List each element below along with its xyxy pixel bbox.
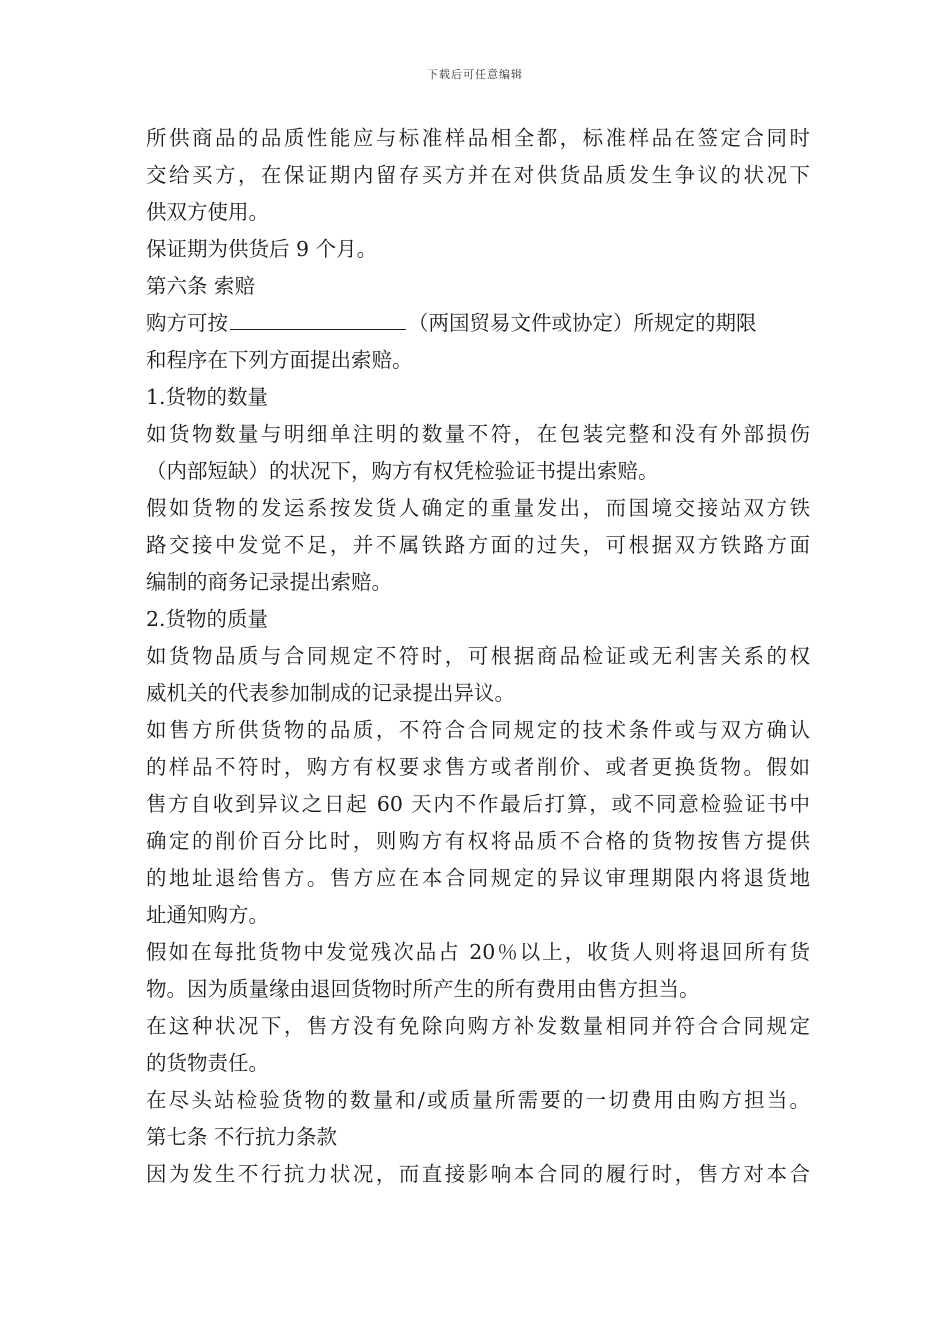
line-text: 所供商品的品质性能应与标准样品相全都，标准样品在签定合同时 bbox=[146, 126, 810, 150]
text-line bbox=[146, 1156, 810, 1193]
text-line bbox=[146, 231, 810, 268]
text-line bbox=[146, 564, 810, 601]
text-line bbox=[146, 934, 810, 971]
line-text: 在尽头站检验货物的数量和/或质量所需要的一切费用由购方担当。 bbox=[146, 1088, 810, 1112]
text-line bbox=[146, 749, 810, 786]
text-line bbox=[146, 305, 810, 342]
text-line bbox=[146, 416, 810, 453]
text-line bbox=[146, 453, 810, 490]
text-line bbox=[146, 601, 810, 638]
line-text: 1.货物的数量 bbox=[146, 385, 269, 409]
line-text: 编制的商务记录提出索赔。 bbox=[146, 570, 392, 594]
text-line bbox=[146, 157, 810, 194]
line-text: 址通知购方。 bbox=[146, 903, 269, 927]
line-text: 第七条 不行抗力条款 bbox=[146, 1125, 338, 1149]
text-line bbox=[146, 823, 810, 860]
text-line bbox=[146, 1045, 810, 1082]
line-text: 交给买方，在保证期内留存买方并在对供货品质发生争议的状况下 bbox=[146, 163, 810, 187]
line-text: 如售方所供货物的品质，不符合合同规定的技术条件或与双方确认 bbox=[146, 718, 810, 742]
line-text: 如货物品质与合同规定不符时，可根据商品检证或无利害关系的权 bbox=[146, 644, 810, 668]
text-line bbox=[146, 1082, 810, 1119]
line-text: 如货物数量与明细单注明的数量不符，在包装完整和没有外部损伤 bbox=[146, 422, 810, 446]
line-text: 假如货物的发运系按发货人确定的重量发出，而国境交接站双方铁 bbox=[146, 496, 810, 520]
line-text: 购方可按 bbox=[146, 311, 228, 335]
text-line bbox=[146, 712, 810, 749]
text-line bbox=[146, 490, 810, 527]
line-text: 售方自收到异议之日起 60 天内不作最后打算，或不同意检验证书中 bbox=[146, 792, 810, 816]
body-text bbox=[146, 120, 810, 1193]
line-text: 路交接中发觉不足，并不属铁路方面的过失，可根据双方铁路方面 bbox=[146, 533, 810, 557]
text-line bbox=[146, 675, 810, 712]
fill-in-blank bbox=[230, 309, 406, 330]
line-text: 保证期为供货后 9 个月。 bbox=[146, 237, 378, 261]
line-text: 第六条 索赔 bbox=[146, 274, 256, 298]
line-text: 和程序在下列方面提出索赔。 bbox=[146, 348, 413, 372]
page-header: 下载后可任意编辑 bbox=[427, 68, 523, 81]
text-line bbox=[146, 897, 810, 934]
text-line bbox=[146, 379, 810, 416]
line-text: 物。因为质量缘由退回货物时所产生的所有费用由售方担当。 bbox=[146, 977, 700, 1001]
text-line bbox=[146, 1119, 810, 1156]
text-line bbox=[146, 786, 810, 823]
line-text: 的货物责任。 bbox=[146, 1051, 269, 1075]
text-line bbox=[146, 268, 810, 305]
text-line bbox=[146, 1008, 810, 1045]
line-text: 威机关的代表参加制成的记录提出异议。 bbox=[146, 681, 515, 705]
text-line bbox=[146, 860, 810, 897]
text-line bbox=[146, 527, 810, 564]
line-text-after-blank: （两国贸易文件或协定）所规定的期限 bbox=[408, 311, 757, 335]
line-text: 的地址退给售方。售方应在本合同规定的异议审理期限内将退货地 bbox=[146, 866, 810, 890]
line-text: 假如在每批货物中发觉残次品占 20％以上，收货人则将退回所有货 bbox=[146, 940, 810, 964]
line-text: 确定的削价百分比时，则购方有权将品质不合格的货物按售方提供 bbox=[146, 829, 810, 853]
text-line bbox=[146, 194, 810, 231]
text-line bbox=[146, 638, 810, 675]
line-text: 因为发生不行抗力状况，而直接影响本合同的履行时，售方对本合 bbox=[146, 1162, 810, 1186]
line-text: （内部短缺）的状况下，购方有权凭检验证书提出索赔。 bbox=[146, 459, 659, 483]
text-line bbox=[146, 971, 810, 1008]
text-line bbox=[146, 342, 810, 379]
line-text: 2.货物的质量 bbox=[146, 607, 269, 631]
line-text: 供双方使用。 bbox=[146, 200, 269, 224]
text-line bbox=[146, 120, 810, 157]
line-text: 的样品不符时，购方有权要求售方或者削价、或者更换货物。假如 bbox=[146, 755, 810, 779]
line-text: 在这种状况下，售方没有免除向购方补发数量相同并符合合同规定 bbox=[146, 1014, 810, 1038]
